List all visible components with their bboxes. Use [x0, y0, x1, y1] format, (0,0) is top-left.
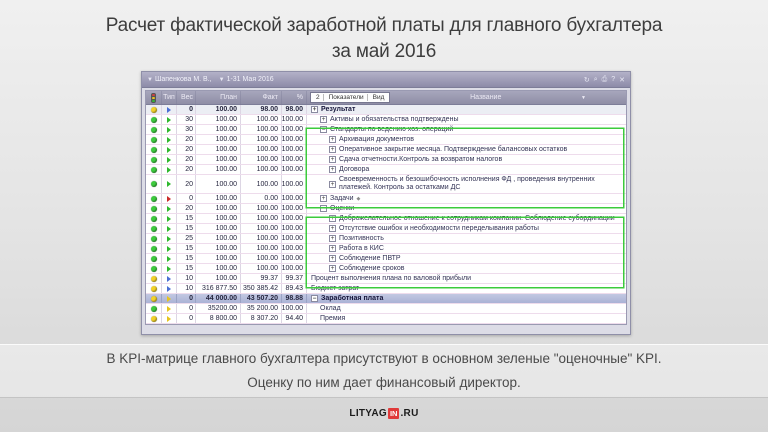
plan-cell: 100.00 — [196, 224, 241, 233]
caption-line2: Оценку по ним дает финансовый директор. — [247, 375, 521, 390]
status-cell — [146, 314, 162, 323]
slide-title — [0, 13, 768, 64]
percent-cell: 100.00 — [282, 304, 307, 313]
period-dropdown-icon[interactable]: ▼ — [218, 76, 225, 83]
status-cell — [146, 264, 162, 273]
type-arrow-yellow-icon — [167, 316, 171, 322]
type-cell — [162, 135, 177, 144]
kpi-name: Стандарты по ведению хоз. операций — [330, 126, 454, 133]
percent-cell: 94.40 — [282, 314, 307, 323]
weight-cell: 10 — [177, 274, 196, 283]
kpi-name: Сдача отчетности.Контроль за возвратом налогов — [339, 156, 503, 163]
status-yellow-icon — [151, 276, 157, 282]
expand-icon[interactable]: + — [330, 255, 335, 262]
caption-band — [0, 344, 768, 398]
name-cell — [307, 274, 626, 283]
slide-title-line1: Расчет фактической заработной платы для главного бухгалтера — [105, 15, 663, 36]
type-cell — [162, 194, 177, 203]
expand-icon[interactable]: + — [321, 116, 326, 123]
status-cell — [146, 284, 162, 293]
weight-cell: 0 — [177, 294, 196, 303]
plan-cell: 100.00 — [196, 155, 241, 164]
weight-cell: 15 — [177, 264, 196, 273]
status-cell — [146, 135, 162, 144]
traffic-light-icon[interactable] — [146, 91, 162, 104]
type-arrow-red-icon — [167, 196, 171, 202]
fact-cell: 100.00 — [241, 204, 282, 213]
kpi-name: Задачи — [330, 195, 354, 202]
view-tab[interactable]: Вид — [372, 94, 385, 101]
status-green-icon — [151, 157, 157, 163]
fact-cell: 100.00 — [241, 145, 282, 154]
fact-cell: 100.00 — [241, 175, 282, 193]
window-footer — [142, 325, 630, 332]
percent-cell: 100.00 — [282, 264, 307, 273]
name-cell — [307, 314, 626, 323]
plan-cell: 100.00 — [196, 264, 241, 273]
status-green-icon — [151, 266, 157, 272]
status-green-icon — [151, 196, 157, 202]
view-tab[interactable]: Показатели — [326, 94, 368, 101]
kpi-row[interactable] — [146, 155, 626, 165]
kpi-name: Премия — [320, 315, 346, 322]
plan-cell: 100.00 — [196, 234, 241, 243]
type-arrow-green-icon — [167, 147, 171, 153]
plan-cell: 35200.00 — [196, 304, 241, 313]
weight-cell: 30 — [177, 125, 196, 134]
logo-part2: .RU — [400, 408, 419, 419]
plan-cell: 100.00 — [196, 254, 241, 263]
weight-cell: 0 — [177, 194, 196, 203]
kpi-row[interactable] — [146, 105, 626, 115]
percent-cell: 100.00 — [282, 234, 307, 243]
fact-cell: 98.00 — [241, 105, 282, 114]
name-cell — [307, 175, 626, 193]
plan-cell: 44 000.00 — [196, 294, 241, 303]
plan-cell: 100.00 — [196, 145, 241, 154]
kpi-name: Результат — [321, 106, 356, 113]
status-yellow-icon — [151, 107, 157, 113]
type-cell — [162, 284, 177, 293]
kpi-name: Соблюдение ПВТР — [339, 255, 401, 262]
status-cell — [146, 165, 162, 174]
kpi-row[interactable] — [146, 165, 626, 175]
kpi-app-window — [141, 71, 631, 335]
weight-cell: 0 — [177, 105, 196, 114]
status-cell — [146, 234, 162, 243]
type-arrow-blue-icon — [167, 107, 171, 113]
help-icon[interactable]: ? — [611, 75, 616, 83]
fact-cell: 100.00 — [241, 165, 282, 174]
percent-cell: 100.00 — [282, 214, 307, 223]
weight-cell: 15 — [177, 214, 196, 223]
type-cell — [162, 244, 177, 253]
status-cell — [146, 125, 162, 134]
percent-cell: 100.00 — [282, 254, 307, 263]
type-cell — [162, 125, 177, 134]
kpi-table — [145, 90, 627, 325]
kpi-row[interactable] — [146, 214, 626, 224]
column-header-fact[interactable]: Факт — [241, 91, 282, 104]
kpi-row[interactable] — [146, 145, 626, 155]
plan-cell: 100.00 — [196, 125, 241, 134]
fact-cell: 100.00 — [241, 214, 282, 223]
fact-cell: 99.37 — [241, 274, 282, 283]
percent-cell: 100.00 — [282, 224, 307, 233]
weight-cell: 20 — [177, 145, 196, 154]
search-icon[interactable]: ⌕ — [593, 75, 598, 83]
type-arrow-green-icon — [167, 246, 171, 252]
view-tabs[interactable] — [310, 92, 390, 103]
slide-title-line2: за май 2016 — [331, 40, 437, 62]
kpi-row[interactable] — [146, 115, 626, 125]
type-arrow-green-icon — [167, 157, 171, 163]
status-green-icon — [151, 216, 157, 222]
name-suffix-icon: ◆ — [356, 195, 361, 202]
fact-cell: 8 307.20 — [241, 314, 282, 323]
expand-icon[interactable]: + — [330, 265, 335, 272]
weight-cell: 15 — [177, 224, 196, 233]
name-cell — [307, 214, 626, 223]
expand-icon[interactable]: + — [321, 195, 326, 202]
kpi-name: Соблюдение сроков — [339, 265, 405, 272]
plan-cell: 100.00 — [196, 105, 241, 114]
plan-cell: 100.00 — [196, 194, 241, 203]
plan-cell: 100.00 — [196, 175, 241, 193]
name-cell — [307, 254, 626, 263]
type-arrow-green-icon — [167, 266, 171, 272]
percent-cell: 100.00 — [282, 155, 307, 164]
weight-cell: 0 — [177, 304, 196, 313]
kpi-name: Оперативное закрытие месяца. Подтверждение балансовых остатков — [339, 146, 568, 153]
user-name[interactable]: Шапенкова М. В., — [154, 76, 212, 83]
plan-cell: 100.00 — [196, 165, 241, 174]
fact-cell: 100.00 — [241, 254, 282, 263]
type-arrow-green-icon — [167, 256, 171, 262]
plan-cell: 100.00 — [196, 214, 241, 223]
close-icon[interactable]: ✕ — [619, 76, 625, 84]
plan-cell: 100.00 — [196, 135, 241, 144]
plan-cell: 8 800.00 — [196, 314, 241, 323]
expand-icon[interactable]: + — [330, 156, 335, 163]
kpi-row[interactable] — [146, 244, 626, 254]
percent-cell: 100.00 — [282, 125, 307, 134]
table-body — [146, 105, 626, 324]
type-arrow-green-icon — [167, 206, 171, 212]
name-cell — [307, 294, 626, 303]
column-header-type[interactable]: Тип — [162, 91, 177, 104]
status-cell — [146, 175, 162, 193]
print-icon[interactable]: ⎙ — [601, 75, 608, 83]
expand-icon[interactable]: + — [330, 146, 335, 153]
percent-cell: 98.00 — [282, 105, 307, 114]
weight-cell: 20 — [177, 175, 196, 193]
site-logo — [0, 408, 768, 419]
name-cell — [307, 125, 626, 134]
kpi-row[interactable] — [146, 304, 626, 314]
status-cell — [146, 105, 162, 114]
type-cell — [162, 294, 177, 303]
plan-cell: 100.00 — [196, 274, 241, 283]
type-cell — [162, 254, 177, 263]
status-cell — [146, 194, 162, 203]
status-cell — [146, 274, 162, 283]
weight-cell: 20 — [177, 135, 196, 144]
name-cell — [307, 155, 626, 164]
percent-cell: 100.00 — [282, 204, 307, 213]
fact-cell: 0.00 — [241, 194, 282, 203]
window-titlebar — [142, 72, 630, 88]
type-cell — [162, 234, 177, 243]
kpi-row[interactable] — [146, 314, 626, 324]
name-cell — [307, 244, 626, 253]
status-yellow-icon — [151, 316, 157, 322]
kpi-row[interactable] — [146, 204, 626, 214]
fact-cell: 100.00 — [241, 264, 282, 273]
name-cell — [307, 194, 626, 203]
type-cell — [162, 214, 177, 223]
status-cell — [146, 145, 162, 154]
status-cell — [146, 214, 162, 223]
kpi-name: Работа в КИС — [339, 245, 384, 252]
type-cell — [162, 274, 177, 283]
kpi-name: Процент выполнения плана по валовой прибыли — [311, 275, 471, 282]
status-cell — [146, 294, 162, 303]
fact-cell: 43 507.20 — [241, 294, 282, 303]
status-cell — [146, 244, 162, 253]
collapse-icon[interactable]: − — [312, 295, 317, 302]
logo-part1: LITYAG — [349, 408, 387, 419]
kpi-row[interactable] — [146, 135, 626, 145]
type-cell — [162, 165, 177, 174]
expand-icon[interactable]: + — [330, 215, 335, 222]
status-cell — [146, 304, 162, 313]
weight-cell: 15 — [177, 254, 196, 263]
name-column-label[interactable]: Название — [470, 94, 502, 101]
type-arrow-green-icon — [167, 216, 171, 222]
percent-cell: 100.00 — [282, 165, 307, 174]
kpi-row[interactable] — [146, 194, 626, 204]
column-header-percent[interactable]: % — [282, 91, 307, 104]
weight-cell: 20 — [177, 165, 196, 174]
type-arrow-yellow-icon — [167, 306, 171, 312]
fact-cell: 100.00 — [241, 234, 282, 243]
table-header-row — [146, 91, 626, 105]
status-green-icon — [151, 137, 157, 143]
name-cell — [307, 204, 626, 213]
type-arrow-green-icon — [167, 117, 171, 123]
fact-cell: 100.00 — [241, 125, 282, 134]
name-cell — [307, 105, 626, 114]
weight-cell: 15 — [177, 244, 196, 253]
expand-icon[interactable]: + — [330, 180, 335, 188]
status-cell — [146, 254, 162, 263]
type-arrow-green-icon — [167, 181, 171, 187]
percent-cell: 98.88 — [282, 294, 307, 303]
status-cell — [146, 115, 162, 124]
weight-cell: 0 — [177, 314, 196, 323]
type-cell — [162, 155, 177, 164]
kpi-name: Отсутствие ошибок и необходимости переделывания работы — [339, 225, 539, 232]
weight-cell: 10 — [177, 284, 196, 293]
status-green-icon — [151, 306, 157, 312]
percent-cell: 100.00 — [282, 194, 307, 203]
name-cell — [307, 234, 626, 243]
kpi-name: Активы и обязательства подтверждены — [330, 116, 459, 123]
type-cell — [162, 175, 177, 193]
status-green-icon — [151, 117, 157, 123]
type-cell — [162, 115, 177, 124]
percent-cell: 100.00 — [282, 135, 307, 144]
view-tab[interactable]: 2 — [313, 94, 324, 101]
fact-cell: 100.00 — [241, 224, 282, 233]
percent-cell: 100.00 — [282, 115, 307, 124]
type-cell — [162, 304, 177, 313]
percent-cell: 99.37 — [282, 274, 307, 283]
type-arrow-green-icon — [167, 226, 171, 232]
weight-cell: 25 — [177, 234, 196, 243]
type-arrow-blue-icon — [167, 276, 171, 282]
weight-cell: 20 — [177, 204, 196, 213]
name-cell — [307, 284, 626, 293]
expand-icon[interactable]: + — [312, 106, 317, 113]
fact-cell: 100.00 — [241, 115, 282, 124]
fact-cell: 35 200.00 — [241, 304, 282, 313]
status-green-icon — [151, 256, 157, 262]
collapse-icon[interactable]: − — [321, 205, 326, 212]
fact-cell: 100.00 — [241, 244, 282, 253]
expand-icon[interactable]: + — [330, 136, 335, 143]
expand-icon[interactable]: + — [330, 245, 335, 252]
type-arrow-green-icon — [167, 167, 171, 173]
kpi-row[interactable] — [146, 294, 626, 304]
status-green-icon — [151, 147, 157, 153]
column-header-name[interactable] — [307, 91, 626, 104]
kpi-row[interactable] — [146, 274, 626, 284]
plan-cell: 316 877.50 — [196, 284, 241, 293]
plan-cell: 100.00 — [196, 204, 241, 213]
expand-icon[interactable]: + — [330, 235, 335, 242]
status-yellow-icon — [151, 296, 157, 302]
titlebar-icons — [584, 76, 625, 84]
kpi-row[interactable] — [146, 125, 626, 135]
kpi-name: Бюджет затрат — [311, 285, 360, 292]
plan-cell: 100.00 — [196, 115, 241, 124]
kpi-row[interactable] — [146, 284, 626, 294]
caption-line1: В KPI-матрице главного бухгалтера присутствуют в основном зеленые "оценочные" KPI. — [106, 350, 662, 366]
type-cell — [162, 264, 177, 273]
percent-cell: 89.43 — [282, 284, 307, 293]
expand-icon[interactable]: + — [330, 166, 335, 173]
status-green-icon — [151, 226, 157, 232]
kpi-name: Доброжелательное отношение к сотрудникам компании. Соблюдение субординации — [339, 215, 615, 222]
kpi-name: Заработная плата — [321, 295, 384, 302]
name-cell — [307, 145, 626, 154]
kpi-row[interactable] — [146, 264, 626, 274]
period-label[interactable]: 1-31 Мая 2016 — [226, 76, 274, 83]
kpi-name: Позитивность — [339, 235, 384, 242]
name-cell — [307, 264, 626, 273]
expand-icon[interactable]: + — [330, 225, 335, 232]
status-green-icon — [151, 167, 157, 173]
type-arrow-green-icon — [167, 236, 171, 242]
name-cell — [307, 135, 626, 144]
user-dropdown-icon[interactable]: ▼ — [147, 76, 153, 83]
name-cell — [307, 304, 626, 313]
type-arrow-green-icon — [167, 137, 171, 143]
type-cell — [162, 145, 177, 154]
status-green-icon — [151, 246, 157, 252]
kpi-row[interactable] — [146, 175, 626, 194]
type-arrow-blue-icon — [167, 286, 171, 292]
kpi-row[interactable] — [146, 254, 626, 264]
kpi-row[interactable] — [146, 234, 626, 244]
status-green-icon — [151, 206, 157, 212]
kpi-name: Договора — [339, 166, 370, 173]
weight-cell: 30 — [177, 115, 196, 124]
fact-cell: 100.00 — [241, 135, 282, 144]
refresh-icon[interactable]: ↻ — [583, 76, 590, 84]
status-yellow-icon — [151, 286, 157, 292]
name-cell — [307, 165, 626, 174]
fact-cell: 100.00 — [241, 155, 282, 164]
status-green-icon — [151, 127, 157, 133]
type-arrow-green-icon — [167, 127, 171, 133]
type-cell — [162, 314, 177, 323]
status-green-icon — [151, 236, 157, 242]
kpi-name: Своевременность и безошибочность исполнения ФД , проведения внутренних платежей. Контроль за остатками ДС — [339, 175, 595, 191]
status-cell — [146, 204, 162, 213]
type-cell — [162, 204, 177, 213]
fact-cell: 350 385.42 — [241, 284, 282, 293]
status-cell — [146, 224, 162, 233]
status-cell — [146, 155, 162, 164]
column-header-weight[interactable]: Вес — [177, 91, 196, 104]
type-cell — [162, 224, 177, 233]
percent-cell: 100.00 — [282, 175, 307, 193]
collapse-icon[interactable]: − — [321, 126, 326, 133]
type-arrow-yellow-icon — [167, 296, 171, 302]
percent-cell: 100.00 — [282, 244, 307, 253]
percent-cell: 100.00 — [282, 145, 307, 154]
type-cell — [162, 105, 177, 114]
name-cell — [307, 224, 626, 233]
kpi-row[interactable] — [146, 224, 626, 234]
kpi-name: Архивация документов — [339, 136, 414, 143]
kpi-name: Оклад — [320, 305, 341, 312]
plan-cell: 100.00 — [196, 244, 241, 253]
weight-cell: 20 — [177, 155, 196, 164]
status-green-icon — [151, 181, 157, 187]
sort-arrow-icon[interactable]: ▼ — [581, 94, 586, 101]
name-cell — [307, 115, 626, 124]
logo-boxed-part: IN — [389, 409, 398, 418]
column-header-plan[interactable]: План — [196, 91, 241, 104]
kpi-name: Оценки — [330, 205, 355, 212]
